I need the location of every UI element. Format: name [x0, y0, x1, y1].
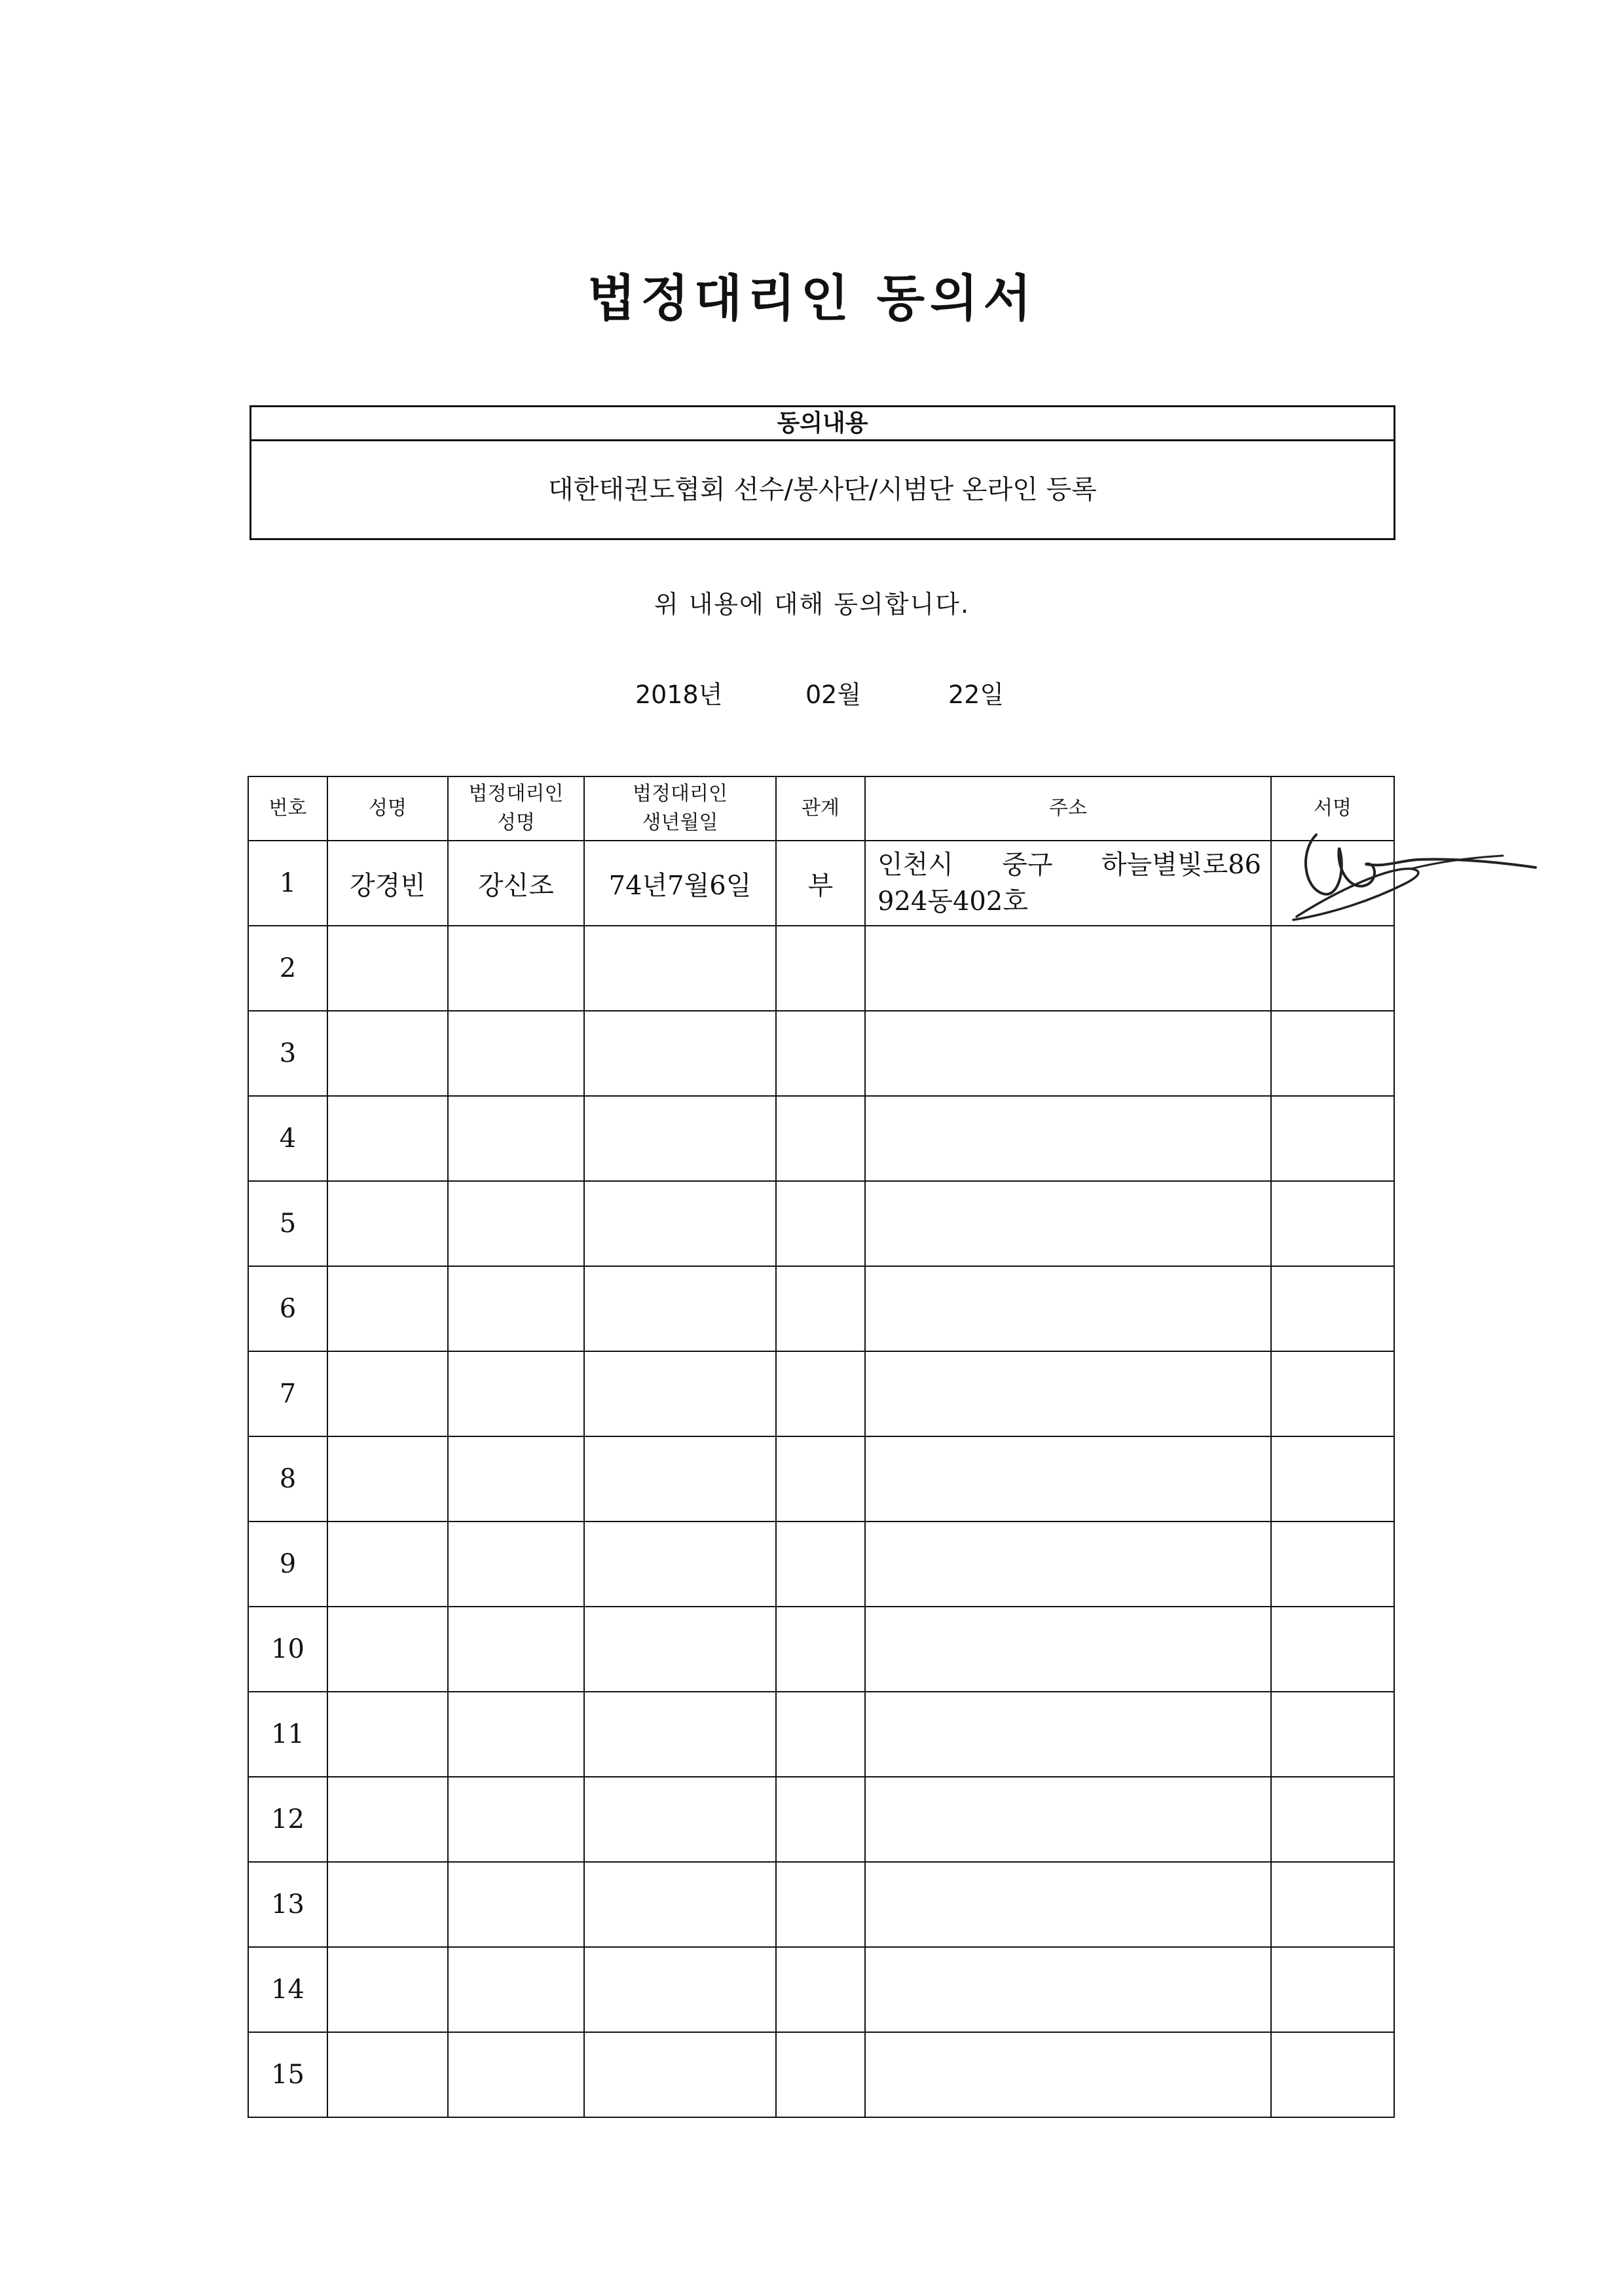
row-relation [776, 926, 865, 1011]
row-guardian-birth [584, 1947, 776, 2032]
row-guardian-birth [584, 1351, 776, 1436]
row-guardian-name [448, 1351, 584, 1436]
date-year: 2018년 [635, 680, 723, 709]
row-guardian-birth [584, 1607, 776, 1692]
agreement-statement: 위 내용에 대해 동의합니다. [654, 590, 970, 619]
row-number: 2 [248, 926, 327, 1011]
row-address [865, 1351, 1271, 1436]
row-address [865, 1181, 1271, 1266]
row-guardian-name [448, 1777, 584, 1862]
row-signature [1271, 1692, 1394, 1777]
row-address [865, 1436, 1271, 1522]
table-row [248, 1011, 1394, 1096]
row-signature [1271, 1351, 1394, 1436]
row-number: 3 [248, 1011, 327, 1096]
row-guardian-name [448, 1011, 584, 1096]
table-row [248, 1947, 1394, 2032]
row-name [327, 1947, 448, 2032]
row-relation [776, 1181, 865, 1266]
registration-table [248, 776, 1395, 2118]
header-relation: 관계 [776, 776, 865, 841]
row-relation [776, 1011, 865, 1096]
row-guardian-birth [584, 2032, 776, 2117]
row-name [327, 1351, 448, 1436]
row-guardian-name [448, 1522, 584, 1607]
row-guardian-name: 강신조 [448, 841, 584, 926]
row-guardian-birth [584, 1096, 776, 1181]
row-name [327, 1692, 448, 1777]
row-guardian-birth [584, 1522, 776, 1607]
header-guardian-name [448, 776, 584, 841]
row-number: 5 [248, 1181, 327, 1266]
row-guardian-birth [584, 1777, 776, 1862]
row-address [865, 1522, 1271, 1607]
row-signature [1271, 1777, 1394, 1862]
row-address [865, 1607, 1271, 1692]
row-guardian-name [448, 1947, 584, 2032]
row-relation [776, 1351, 865, 1436]
row-guardian-birth [584, 1181, 776, 1266]
row-name [327, 1266, 448, 1351]
row-guardian-birth [584, 1692, 776, 1777]
row-relation: 부 [776, 841, 865, 926]
table-row [248, 1692, 1394, 1777]
row-name [327, 1011, 448, 1096]
table-row [248, 1181, 1394, 1266]
table-row [248, 926, 1394, 1011]
table-row [248, 841, 1394, 926]
row-relation [776, 1266, 865, 1351]
row-signature [1271, 1096, 1394, 1181]
row-address [865, 1011, 1271, 1096]
address-district: 중구 [1002, 850, 1053, 880]
row-guardian-name [448, 2032, 584, 2117]
row-name: 강경빈 [327, 841, 448, 926]
date-month: 02월 [805, 680, 862, 709]
row-number: 8 [248, 1436, 327, 1522]
table-header-row [248, 776, 1394, 841]
header-address: 주소 [865, 776, 1271, 841]
row-address [865, 1266, 1271, 1351]
row-number: 14 [248, 1947, 327, 2032]
table-row [248, 1607, 1394, 1692]
address-unit: 924동402호 [877, 886, 1028, 917]
address-line1 [877, 847, 1270, 883]
row-signature [1271, 1607, 1394, 1692]
row-address [865, 926, 1271, 1011]
row-name [327, 1862, 448, 1947]
row-relation [776, 1522, 865, 1607]
row-guardian-name [448, 1607, 584, 1692]
row-guardian-name [448, 1266, 584, 1351]
date-day: 22일 [948, 680, 1005, 709]
row-number: 7 [248, 1351, 327, 1436]
row-address [865, 1777, 1271, 1862]
row-guardian-name [448, 1436, 584, 1522]
row-relation [776, 1096, 865, 1181]
row-name [327, 2032, 448, 2117]
row-guardian-birth [584, 1436, 776, 1522]
address-city: 인천시 [877, 850, 953, 880]
document-title: 법정대리인 동의서 [587, 269, 1037, 327]
row-relation [776, 1436, 865, 1522]
consent-header: 동의내용 [251, 407, 1393, 441]
row-relation [776, 1862, 865, 1947]
row-signature [1271, 1436, 1394, 1522]
row-name [327, 1522, 448, 1607]
header-guardian-name-line1: 법정대리인 [468, 782, 564, 805]
header-guardian-birth-line2: 생년월일 [642, 811, 718, 834]
row-number: 11 [248, 1692, 327, 1777]
row-relation [776, 1947, 865, 2032]
row-signature [1271, 1947, 1394, 2032]
row-relation [776, 1607, 865, 1692]
consent-box [249, 405, 1395, 540]
row-guardian-name [448, 1096, 584, 1181]
row-address [865, 1692, 1271, 1777]
row-address [865, 1947, 1271, 2032]
row-address [865, 1096, 1271, 1181]
header-no: 번호 [248, 776, 327, 841]
table-row [248, 1266, 1394, 1351]
row-signature [1271, 1011, 1394, 1096]
row-relation [776, 2032, 865, 2117]
row-name [327, 1436, 448, 1522]
row-signature [1271, 2032, 1394, 2117]
row-name [327, 1096, 448, 1181]
header-guardian-birth-line1: 법정대리인 [633, 782, 728, 805]
row-relation [776, 1777, 865, 1862]
row-guardian-name [448, 1862, 584, 1947]
row-number: 15 [248, 2032, 327, 2117]
row-number: 4 [248, 1096, 327, 1181]
row-guardian-birth [584, 1011, 776, 1096]
row-address [865, 1862, 1271, 1947]
row-number: 13 [248, 1862, 327, 1947]
address-street: 하늘별빛로86 [1101, 850, 1261, 880]
table-row [248, 1351, 1394, 1436]
row-address [865, 2032, 1271, 2117]
row-number: 9 [248, 1522, 327, 1607]
header-guardian-birth [584, 776, 776, 841]
row-signature [1271, 1181, 1394, 1266]
row-signature [1271, 1522, 1394, 1607]
row-number: 1 [248, 841, 327, 926]
consent-content: 대한태권도협회 선수/봉사단/시범단 온라인 등록 [548, 475, 1097, 505]
table-row [248, 1862, 1394, 1947]
row-address [865, 841, 1271, 926]
row-number: 12 [248, 1777, 327, 1862]
row-guardian-birth [584, 1266, 776, 1351]
header-name: 성명 [327, 776, 448, 841]
row-name [327, 926, 448, 1011]
signature-mark [1254, 822, 1542, 939]
row-signature [1271, 1266, 1394, 1351]
row-number: 6 [248, 1266, 327, 1351]
row-guardian-name [448, 926, 584, 1011]
table-row [248, 1522, 1394, 1607]
row-number: 10 [248, 1607, 327, 1692]
row-name [327, 1607, 448, 1692]
row-guardian-name [448, 1181, 584, 1266]
row-name [327, 1181, 448, 1266]
row-guardian-birth: 74년7월6일 [584, 841, 776, 926]
row-signature [1271, 1862, 1394, 1947]
row-guardian-birth [584, 926, 776, 1011]
row-guardian-birth [584, 1862, 776, 1947]
row-name [327, 1777, 448, 1862]
table-row [248, 1777, 1394, 1862]
table-row [248, 1096, 1394, 1181]
row-relation [776, 1692, 865, 1777]
row-guardian-name [448, 1692, 584, 1777]
table-row [248, 2032, 1394, 2117]
header-guardian-name-line2: 성명 [497, 811, 535, 834]
table-row [248, 1436, 1394, 1522]
header-signature: 서명 [1271, 776, 1394, 841]
